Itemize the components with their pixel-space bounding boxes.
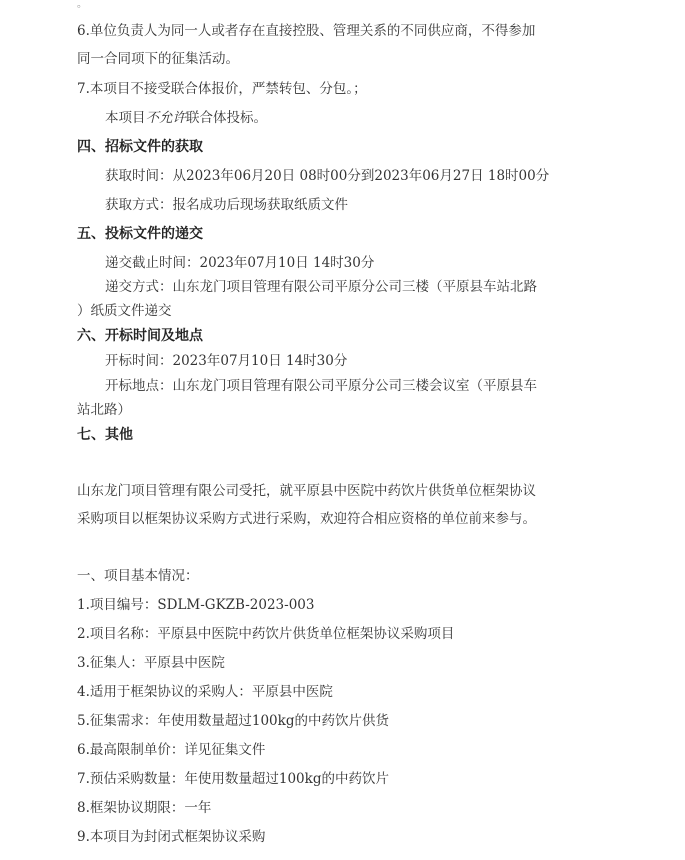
item6-line1: 6.单位负责人为同一人或者存在直接控股、管理关系的不同供应商，不得参加	[77, 23, 536, 39]
list-item: 8.框架协议期限：一年	[77, 800, 212, 816]
consortium-post: 联合体投标。	[186, 110, 267, 126]
section4-heading: 四、招标文件的获取	[77, 139, 203, 155]
section6-heading: 六、开标时间及地点	[77, 328, 203, 344]
list-item: 5.征集需求：年使用数量超过100kg的中药饮片供货	[77, 713, 389, 729]
intro-line1: 山东龙门项目管理有限公司受托，就平原县中医院中药饮片供货单位框架协议	[77, 483, 536, 499]
consortium-pre: 本项目	[105, 110, 146, 126]
list-item: 9.本项目为封闭式框架协议采购	[77, 829, 266, 845]
open-time: 开标时间：2023年07月10日 14时30分	[105, 353, 348, 369]
consortium-note	[105, 109, 267, 127]
section5-heading: 五、投标文件的递交	[77, 226, 203, 242]
submit-deadline: 递交截止时间：2023年07月10日 14时30分	[105, 255, 375, 271]
list-item: 7.预估采购数量：年使用数量超过100kg的中药饮片	[77, 771, 389, 787]
item7: 7.本项目不接受联合体报价，严禁转包、分包。；	[77, 81, 367, 97]
open-place-line1: 开标地点：山东龙门项目管理有限公司平原分公司三楼会议室（平原县车	[105, 378, 537, 394]
list-item: 4.适用于框架协议的采购人：平原县中医院	[77, 684, 333, 700]
list-item: 3.征集人：平原县中医院	[77, 655, 225, 671]
list-item: 2.项目名称：平原县中医院中药饮片供货单位框架协议采购项目	[77, 626, 455, 642]
open-place-line2: 站北路）	[77, 402, 131, 418]
submit-method-line1: 递交方式：山东龙门项目管理有限公司平原分公司三楼（平原县车站北路	[105, 279, 537, 295]
obtain-time: 获取时间：从2023年06月20日 08时00分到2023年06月27日 18时00分	[105, 168, 550, 184]
submit-method-line2: ）纸质文件递交	[77, 303, 172, 319]
item6-line2: 同一合同项下的征集活动。	[77, 51, 239, 67]
list-item: 6.最高限制单价：详见征集文件	[77, 742, 266, 758]
list-item: 1.项目编号：SDLM-GKZB-2023-003	[77, 597, 315, 613]
stray-mark: 。	[77, 0, 87, 10]
consortium-emphasis: 不允许	[145, 110, 186, 126]
intro-line2: 采购项目以框架协议采购方式进行采购，欢迎符合相应资格的单位前来参与。	[77, 511, 536, 527]
section7-heading: 七、其他	[77, 427, 133, 443]
obtain-method: 获取方式：报名成功后现场获取纸质文件	[105, 197, 348, 213]
basic-info-heading: 一、项目基本情况：	[77, 568, 199, 584]
